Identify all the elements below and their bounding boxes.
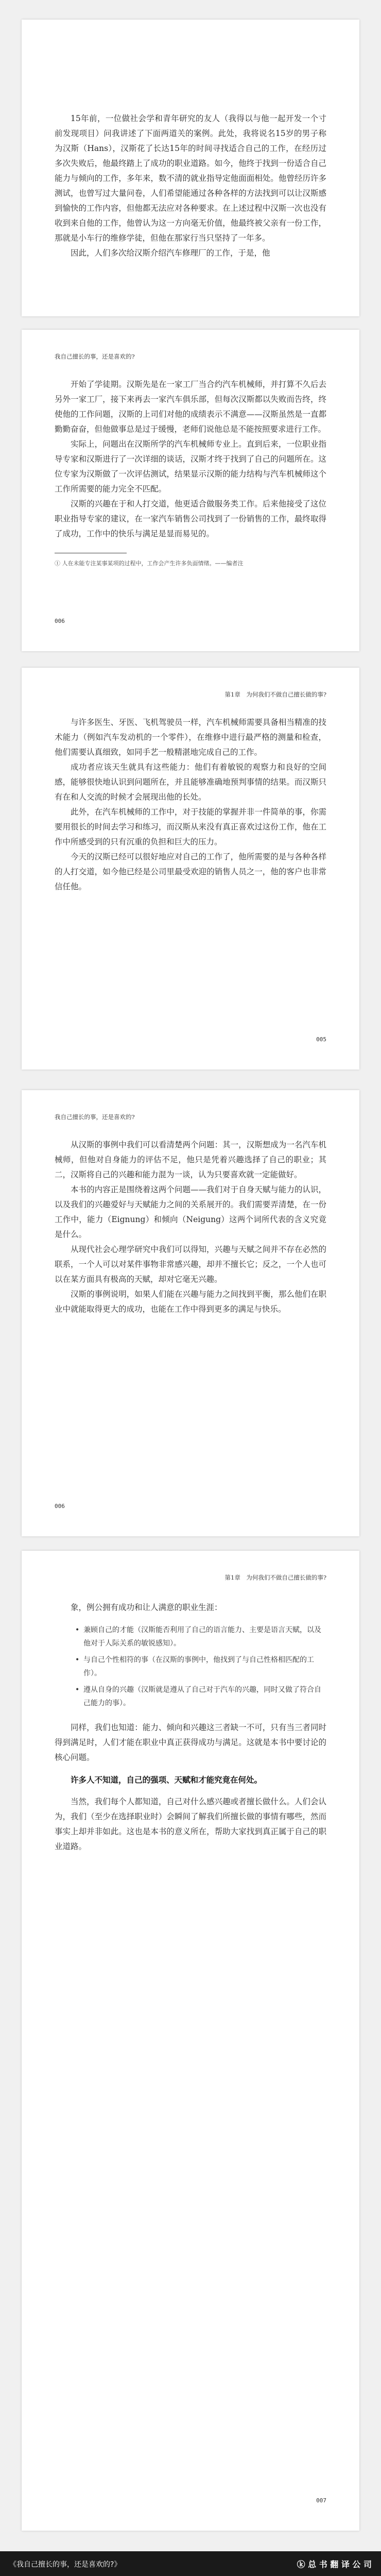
book-page-5 [22, 1551, 359, 2531]
page-5-intro: 象，例公拥有成功和让人满意的职业生涯： [71, 1603, 222, 1612]
page-2-paragraph-1: 开始了学徒期。汉斯先是在一家工厂当合约汽车机械师，并打算不久后去另外一家工厂，接下来再去一家汽车俱乐部，但每次汉斯都以失败而告终，终使他的工作问题，汉斯的上司们对他的成绩表示不满意——汉斯虽然是一直都勤勤奋奋，但他做事总是过于缓慢，老师们说他总是不能按照要求进行工作。 [55, 380, 326, 434]
brand-logo: ⓚ 总 书 翻 译 公 司 [297, 2560, 372, 2569]
book-page-1 [22, 20, 359, 316]
list-item: • 遵从自身的兴趣（汉斯就是遵从了自己对于汽车的兴趣，同时又做了符合自己能力的事）。 [75, 1686, 321, 1707]
page-1-paragraph-1: 15年前，一位做社会学和青年研究的友人（我得以与他一起开发一个寸前发现项目）问我讲述了下面两道关的案例。此处，我将说名15岁的男子称为汉斯（Hans），汉斯花了长达15年的时间寻找适合自己的工作，在经历过多次失败后，他最终踏上了成功的职业道路。如今，他终于找到一份适合自己能力与倾向的工作，多年来，数不清的就业指导定他面面相处。他曾经历许多测试，也曾写过大量问卷，人们希望能通过各种各样的方法找到可以让汉斯感到愉快的工作内容，但他都无法应对各种要求。在上述过程中汉斯一次也没有收到来自他的工作，他曾认为这一方向毫无价值，他最终被父亲有一份工作，那就是小车行的维修学徒，但他在那家行当只坚持了一年多。 [55, 114, 326, 243]
page-3-paragraph-1: 与许多医生、牙医、飞机驾驶员一样，汽车机械师需要具备相当精准的技术能力（例如汽车发动机的一个零件），在维修中进行最严格的测量和检查，他们需要认真细致，如同手艺一般精湛地完成自己的工作。 [55, 718, 326, 757]
page-number: 006 [55, 1503, 65, 1510]
footnote: ① 人在未能专注某事某项的过程中，工作会产生许多负面情绪。——编者注 [55, 560, 244, 567]
page-3-paragraph-4: 今天的汉斯已经可以很好地应对自己的工作了，他所需要的是与各种各样的人打交道，如今他已经是公司里最受欢迎的销售人员之一，他的客户也非常信任他。 [55, 852, 326, 891]
page-2-paragraph-3: 汉斯的兴趣在于和人打交道，他更适合做服务类工作。后来他接受了这位职业指导专家的建议，在一家汽车销售公司找到了一份销售的工作，最终取得了成功，工作中的快乐与满足是显而易见的。 [55, 499, 326, 538]
page-5-paragraph-1: 同样，我们也知道：能力、倾向和兴趣这三者缺一不可，只有当三者同时得到满足时，人们才能在职业中真正获得成功与满足。这就是本书中要讨论的核心问题。 [55, 1723, 326, 1762]
page-4-paragraph-1: 从汉斯的事例中我们可以看清楚两个问题：其一，汉斯想成为一名汽车机械师，但他对自身能力的评估不足，他只是凭着兴趣选择了自己的职业；其二，汉斯将自己的兴趣和能力混为一谈，认为只要喜欢就一定能做好。 [55, 1140, 326, 1179]
list-item: • 与自己个性相符的事（在汉斯的事例中，他找到了与自己性格相匹配的工作）。 [75, 1656, 314, 1677]
page-2-paragraph-2: 实际上，问题出在汉斯所学的汽车机械师专业上。直到后来，一位职业指导专家和汉斯进行了一次详细的谈话，汉斯才终于找到了自己的问题所在。这位专家为汉斯做了一次评估测试，结果显示汉斯的能力结构与汽车机械师这个工作所需要的能力完全不匹配。 [55, 439, 326, 494]
running-head: 我自己擅长的事，还是喜欢的? [55, 1113, 135, 1121]
page-3-paragraph-3: 此外，在汽车机械师的工作中，对于技能的掌握并非一件简单的事，你需要用很长的时间去学习和练习，而汉斯从来没有真正喜欢过这份工作，他在工作中所感受到的只有沉重的负担和巨大的压力。 [55, 807, 326, 846]
page-4-paragraph-4: 汉斯的事例说明，如果人们能在兴趣与能力之间找到平衡，那么他们在职业中就能取得更大的成功，也能在工作中得到更多的满足与快乐。 [55, 1290, 326, 1314]
page-number: 007 [316, 2497, 326, 2504]
footer-bar [0, 2551, 381, 2576]
book-page-3 [22, 668, 359, 1070]
page-4-paragraph-2: 本书的内容正是围绕着这两个问题——我们对于自身天赋与能力的认识，以及我们的兴趣爱好与天赋能力之间的关系展开的。我们需要弄清楚，在一份工作中，能力（Eignung）和倾向（Neigung）这两个词所代表的含义究竟是什么。 [55, 1185, 326, 1239]
running-head: 第1章 为何我们不做自己擅长做的事? [224, 1574, 326, 1581]
running-head: 我自己擅长的事，还是喜欢的? [55, 353, 135, 360]
list-item: • 兼顾自己的才能（汉斯能否利用了自己的语言能力、主要是语言天赋，以及他对于人际关系的敏锐感知）。 [75, 1626, 321, 1648]
page-4-paragraph-3: 从现代社会心理学研究中我们可以得知，兴趣与天赋之间并不存在必然的联系，一个人可以对某件事物非常感兴趣，却并不擅长它；反之，一个人也可以在某方面具有极高的天赋，却对它毫无兴趣。 [55, 1245, 326, 1284]
book-page-4 [22, 1090, 359, 1536]
page-1-paragraph-2: 因此，人们多次给汉斯介绍汽车修理厂的工作，于是，他 [71, 248, 270, 258]
footer-title: 《我自己擅长的事，还是喜欢的?》 [9, 2561, 122, 2569]
book-page-2 [22, 330, 359, 651]
page-number: 006 [55, 618, 65, 624]
page-number: 005 [316, 1036, 326, 1043]
page-5-paragraph-2: 当然，我们每个人都知道，自己对什么感兴趣或者擅长做什么。人们会认为，我们（至少在选择职业时）会瞬间了解我们所擅长做的事情有哪些，然而事实上却并非如此。这也是本书的意义所在，帮助大家找到真正属于自己的职业道路。 [55, 1797, 326, 1851]
emphasis-line: 许多人不知道，自己的强项、天赋和才能究竟在何处。 [71, 1775, 263, 1785]
running-head: 第1章 为何我们不做自己擅长做的事? [224, 691, 326, 698]
criteria-list [75, 1623, 326, 1710]
page-3-paragraph-2: 成功者应该天生就具有这些能力：他们有着敏锐的观察力和良好的空间感，能够很快地认识到问题所在，并且能够准确地预判事情的结果。而汉斯只有在和人交流的时候才会展现出他的长处。 [55, 762, 326, 802]
